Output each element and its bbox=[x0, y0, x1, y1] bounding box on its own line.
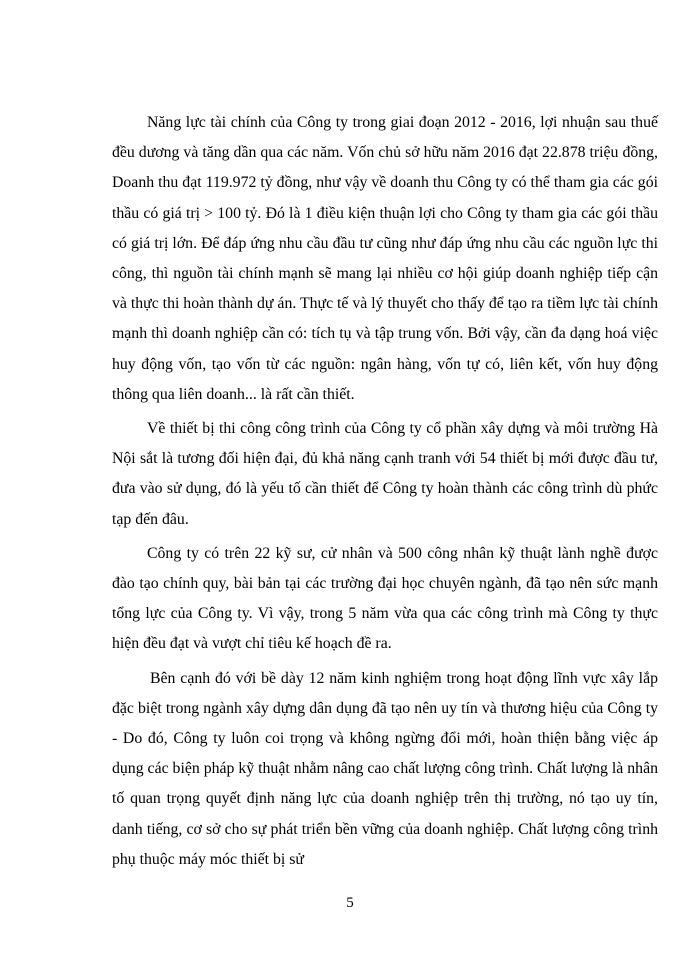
paragraph-workforce: Công ty có trên 22 kỹ sư, cử nhân và 500 công nhân kỹ thuật lành nghề được đào tạo chính quy, bài bản tại các trường đại học chuyên ngành, đã tạo nên sức mạnh tổng lực của Công ty. Vì vậy, trong 5 năm vừa qua các công trình mà Công ty thực hiện đều đạt và vượt chỉ tiêu kế hoạch đề ra. bbox=[112, 544, 658, 653]
body-text bbox=[112, 108, 658, 875]
page-number: 5 bbox=[346, 895, 354, 911]
paragraph-financial-capacity: Năng lực tài chính của Công ty trong giai đoạn 2012 - 2016, lợi nhuận sau thuế đều dương và tăng dần qua các năm. Vốn chủ sở hữu năm 2016 đạt 22.878 triệu đồng, Doanh thu đạt 119.972 tỷ đồng, như vậy về doanh thu Công ty có thể tham gia các gói thầu có giá trị > 100 tỷ. Đó là 1 điều kiện thuận lợi cho Công ty tham gia các gói thầu có giá trị lớn. Để đáp ứng nhu cầu đầu tư cũng như đáp ứng nhu cầu các nguồn lực thi công, thì nguồn tài chính mạnh sẽ mang lại nhiều cơ hội giúp doanh nghiệp tiếp cận và thực thi hoàn thành dự án. Thực tế và lý thuyết cho thấy để tạo ra tiềm lực tài chính mạnh thì doanh nghiệp cần có: tích tụ và tập trung vốn. Bởi vậy, cần đa dạng hoá việc huy động vốn, tạo vốn từ các nguồn: ngân hàng, vốn tự có, liên kết, vốn huy động thông qua liên doanh... là rất cần thiết. bbox=[112, 114, 658, 403]
paragraph-experience-quality: Bên cạnh đó với bề dày 12 năm kinh nghiệm trong hoạt động lĩnh vực xây lắp đặc biệt trong ngành xây dựng dân dụng đã tạo nên uy tín và thương hiệu của Công ty - Do đó, Công ty luôn coi trọng và không ngừng đổi mới, hoàn thiện bằng việc áp dụng các biện pháp kỹ thuật nhằm nâng cao chất lượng công trình. Chất lượng là nhân tố quan trọng quyết định năng lực của doanh nghiệp trên thị trường, nó tạo uy tín, danh tiếng, cơ sở cho sự phát triển bền vững của doanh nghiệp. Chất lượng công trình phụ thuộc máy móc thiết bị sử bbox=[112, 669, 658, 868]
paragraph-construction-equipment: Về thiết bị thi công công trình của Công ty cổ phần xây dựng và môi trường Hà Nội sắt là tương đối hiện đại, đủ khả năng cạnh tranh với 54 thiết bị mới được đầu tư, đưa vào sử dụng, đó là yếu tố cần thiết để Công ty hoàn thành các công trình dù phức tạp đến đâu. bbox=[112, 420, 658, 528]
